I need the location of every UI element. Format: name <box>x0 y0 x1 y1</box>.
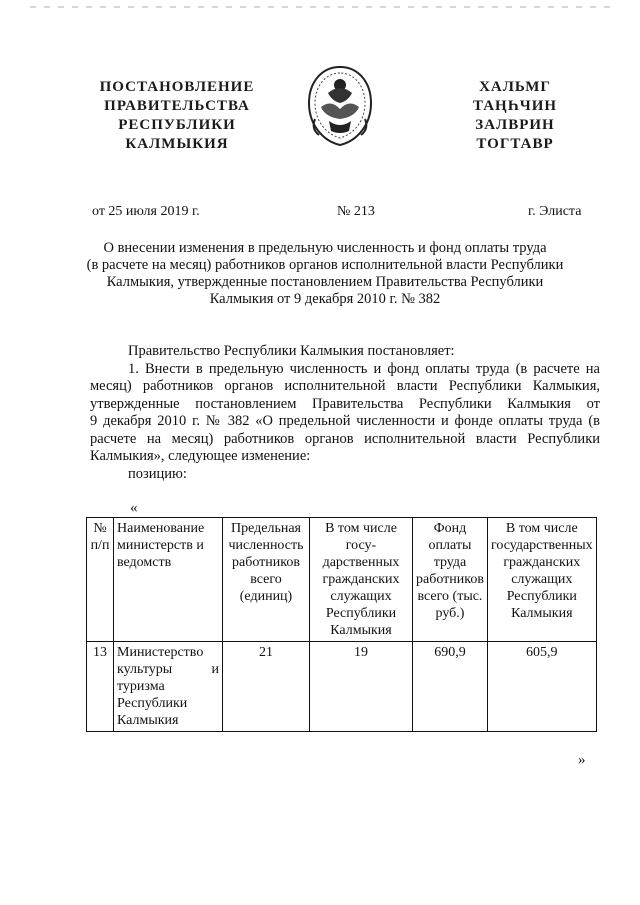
cell-civil-staff: 19 <box>310 642 413 732</box>
cell-number: 13 <box>87 642 114 732</box>
body-line: месяц) работников органов исполнительной власти Республики Калмыкия, <box>90 378 600 394</box>
scan-artifact-line <box>30 6 610 8</box>
table-row <box>87 642 597 732</box>
header-kalmyk <box>440 78 590 154</box>
document-title <box>80 240 570 308</box>
body-line: 9 декабря 2010 г. № 382 «О предельной численности и фонде оплаты труда (в <box>90 413 600 429</box>
body-line: расчете на месяц) работников органов исполнительной власти Республики <box>90 430 600 447</box>
col-header-total-staff: Предельная численность работников всего (единиц) <box>223 518 310 642</box>
col-header-number: № п/п <box>87 518 114 642</box>
header-left-line: КАЛМЫКИЯ <box>125 136 229 152</box>
col-header-name: Наименование министерств и ведомств <box>114 518 223 642</box>
header-right-line: ТАҢҺЧИН <box>472 98 558 114</box>
kalmykia-coat-of-arms-icon <box>303 63 377 149</box>
document-date: от 25 июля 2019 г. <box>92 204 200 219</box>
title-line: О внесении изменения в предельную численность и фонд оплаты труда <box>103 240 547 256</box>
opening-quote: « <box>130 500 138 516</box>
col-header-civil-fund: В том числе государственных гражданских служащих Республики Калмыкия <box>487 518 596 642</box>
title-line: (в расчете на месяц) работников органов исполнительной власти Республики <box>86 257 564 273</box>
title-line: Калмыкия, утвержденные постановлением Правительства Республики <box>106 274 544 290</box>
header-left-line: ПОСТАНОВЛЕНИЕ <box>99 79 255 95</box>
header-left-line: ПРАВИТЕЛЬСТВА <box>104 98 250 114</box>
closing-quote: » <box>578 752 586 768</box>
document-body <box>90 343 600 483</box>
staff-table <box>86 517 597 732</box>
position-label: позицию: <box>128 465 187 482</box>
title-line: Калмыкия от 9 декабря 2010 г. № 382 <box>209 291 441 307</box>
body-line: Калмыкия», следующее изменение: <box>90 448 311 464</box>
table-header-row <box>87 518 597 642</box>
header-left-line: РЕСПУБЛИКИ <box>118 117 236 133</box>
cell-civil-fund: 605,9 <box>487 642 596 732</box>
header-russian <box>92 78 262 154</box>
body-line: 1. Внести в предельную численность и фонд оплаты труда (в расчете на <box>128 360 600 377</box>
cell-total-fund: 690,9 <box>413 642 488 732</box>
col-header-total-fund: Фонд оплаты труда работников всего (тыс. руб.) <box>413 518 488 642</box>
intro-paragraph: Правительство Республики Калмыкия постановляет: <box>128 343 455 359</box>
col-header-civil-staff: В том числе госу-дарственных гражданских служащих Республики Калмыкия <box>310 518 413 642</box>
document-number: № 213 <box>337 204 375 219</box>
header-right-line: ЗАЛВРИН <box>475 117 555 133</box>
cell-name: Министерство культуры и туризма Республики Калмыкия <box>114 642 223 732</box>
body-line: утвержденные постановлением Правительства Республики Калмыкия от <box>90 395 600 412</box>
cell-total-staff: 21 <box>223 642 310 732</box>
header-right-line: ТОГТАВР <box>476 136 554 152</box>
header-right-line: ХАЛЬМГ <box>479 79 551 95</box>
document-city: г. Элиста <box>528 204 582 219</box>
